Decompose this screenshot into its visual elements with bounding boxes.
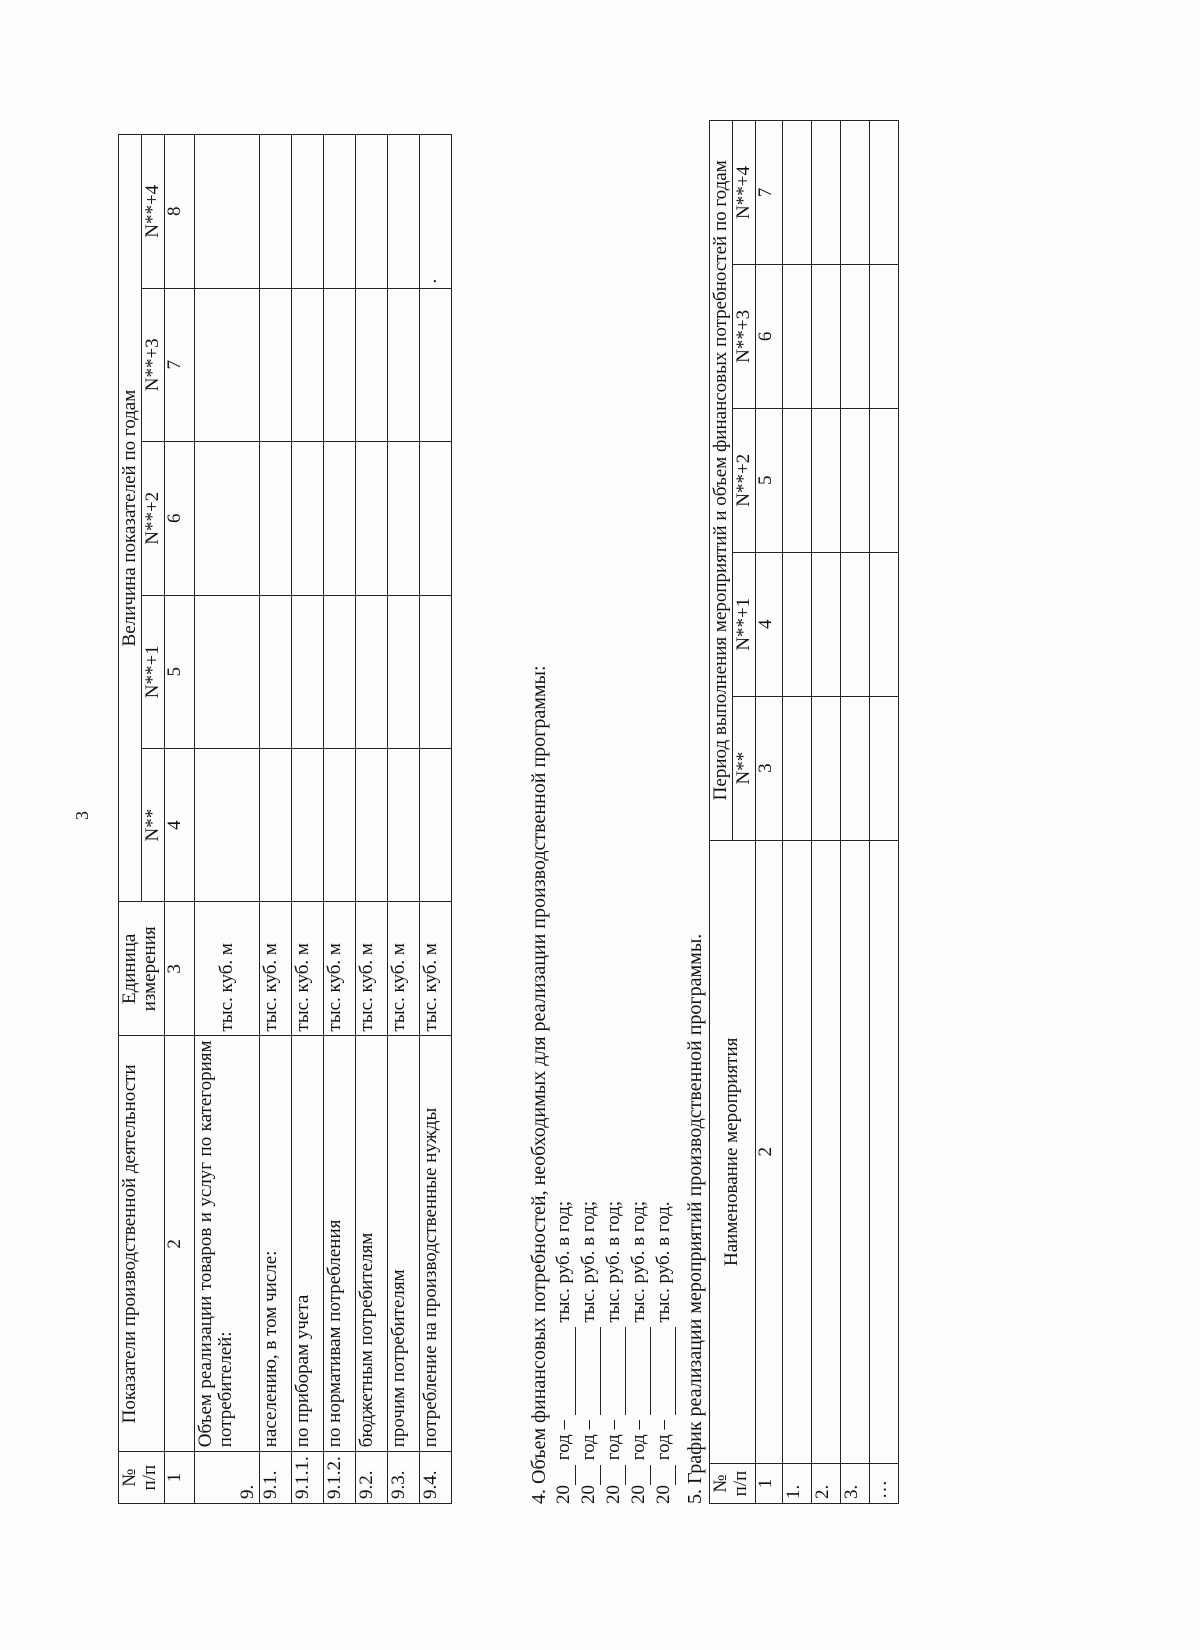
value-cell (291, 749, 323, 902)
row-unit: тыс. куб. м (419, 902, 451, 1036)
row-unit: тыс. куб. м (259, 902, 291, 1036)
row-name: бюджетным потребителям (355, 1036, 387, 1452)
row-num: 9.1.1. (291, 1452, 323, 1504)
column-number: 7 (164, 288, 194, 441)
header-year: N**+4 (732, 121, 755, 265)
value-cell (323, 442, 355, 595)
value-cell (259, 595, 291, 748)
amount-unit: тыс. руб. в год. (653, 1201, 674, 1323)
column-number: 7 (755, 121, 782, 265)
year-prefix: 20 (653, 1485, 674, 1504)
amount-unit: тыс. руб. в год; (628, 1200, 649, 1323)
value-cell (387, 749, 419, 902)
row-num: 9.2. (355, 1452, 387, 1504)
header-period-group: Период выполнения мероприятий и объем финансовых потребностей по годам (710, 121, 733, 841)
value-cell (811, 696, 840, 840)
activity-cell (869, 840, 898, 1463)
header-activity-name: Наименование мероприятия (710, 840, 756, 1463)
value-cell (355, 595, 387, 748)
value-cell (355, 442, 387, 595)
value-cell (419, 595, 451, 748)
section4-title: 4. Объем финансовых потребностей, необходимых для реализации производственной программы: (528, 665, 550, 1504)
year-blank (675, 1465, 676, 1485)
amount-blank (675, 1327, 676, 1415)
year-suffix: год – (603, 1420, 624, 1461)
rotated-page-content (118, 114, 891, 1510)
value-cell (869, 696, 898, 840)
column-number-row (164, 135, 194, 1504)
value-cell (419, 749, 451, 902)
value-cell (194, 288, 259, 441)
column-number: 5 (164, 595, 194, 748)
value-cell (387, 288, 419, 441)
year-suffix: год – (653, 1420, 674, 1461)
value-cell (259, 442, 291, 595)
column-number: 3 (755, 696, 782, 840)
table-row (355, 135, 387, 1504)
row-name: прочим потребителям (387, 1036, 419, 1452)
table-row (869, 121, 898, 1504)
row-num: 1. (782, 1464, 811, 1504)
value-cell (869, 552, 898, 696)
value-cell (869, 408, 898, 552)
row-num: 9. (194, 1452, 259, 1504)
row-num: 3. (840, 1464, 869, 1504)
value-cell (323, 288, 355, 441)
header-year: N** (141, 749, 164, 902)
table-row (194, 135, 259, 1504)
row-name: потребление на производственные нужды (419, 1036, 451, 1452)
page-number: 3 (72, 811, 92, 820)
row-num: … (869, 1464, 898, 1504)
row-unit: тыс. куб. м (355, 902, 387, 1036)
header-years-group: Величина показателей по годам (119, 135, 142, 902)
activity-cell (782, 840, 811, 1463)
row-name: по приборам учета (291, 1036, 323, 1452)
header-year: N**+3 (141, 288, 164, 441)
value-cell (419, 288, 451, 441)
schedule-section (684, 120, 899, 1504)
column-number: 6 (164, 442, 194, 595)
value-cell (291, 135, 323, 289)
header-year: N**+2 (732, 408, 755, 552)
production-indicators-table (118, 134, 452, 1504)
column-number: 4 (164, 749, 194, 902)
amount-unit: тыс. руб. в год; (578, 1200, 599, 1323)
value-cell (840, 552, 869, 696)
value-cell (259, 135, 291, 289)
year-prefix: 20 (628, 1485, 649, 1504)
row-num: 9.1. (259, 1452, 291, 1504)
value-cell (291, 288, 323, 441)
column-number: 8 (164, 135, 194, 289)
amount-unit: тыс. руб. в год; (603, 1200, 624, 1323)
schedule-table (709, 120, 899, 1504)
header-year: N**+1 (732, 552, 755, 696)
value-cell (291, 442, 323, 595)
row-name: населению, в том числе: (259, 1036, 291, 1452)
header-year: N**+4 (141, 135, 164, 289)
row-name: Объем реализации товаров и услуг по категориям потребителей: (194, 1036, 259, 1452)
value-cell (782, 121, 811, 265)
value-cell (869, 264, 898, 408)
financial-needs-section (528, 665, 676, 1504)
year-prefix: 20 (553, 1485, 574, 1504)
value-cell (194, 135, 259, 289)
value-cell (194, 442, 259, 595)
value-cell (387, 135, 419, 289)
financial-line (651, 665, 676, 1504)
row-unit: тыс. куб. м (194, 902, 259, 1036)
value-cell (387, 442, 419, 595)
column-number: 3 (164, 902, 194, 1036)
row-name: по нормативам потребления (323, 1036, 355, 1452)
value-cell (782, 264, 811, 408)
value-cell (323, 595, 355, 748)
value-cell (811, 121, 840, 265)
value-cell (782, 408, 811, 552)
header-year: N**+3 (732, 264, 755, 408)
year-suffix: год – (578, 1420, 599, 1461)
header-indicator: Показатели производственной деятельности (119, 1036, 165, 1452)
amount-unit: тыс. руб. в год; (553, 1200, 574, 1323)
financial-line (601, 665, 626, 1504)
header-year: N**+2 (141, 442, 164, 595)
value-cell (811, 408, 840, 552)
value-cell (840, 264, 869, 408)
table-row (840, 121, 869, 1504)
value-cell (194, 595, 259, 748)
row-unit: тыс. куб. м (291, 902, 323, 1036)
value-cell (323, 749, 355, 902)
value-cell (323, 135, 355, 289)
row-num: 9.3. (387, 1452, 419, 1504)
header-num: № п/п (119, 1452, 165, 1504)
year-suffix: год – (553, 1420, 574, 1461)
row-unit: тыс. куб. м (387, 902, 419, 1036)
table-row (291, 135, 323, 1504)
table-row (387, 135, 419, 1504)
section5-title: 5. График реализации мероприятий производственной программы. (684, 933, 706, 1504)
value-cell (355, 135, 387, 289)
value-cell (419, 442, 451, 595)
column-number: 1 (164, 1452, 194, 1504)
activity-cell (840, 840, 869, 1463)
table-row (782, 121, 811, 1504)
header-num: № п/п (710, 1464, 756, 1504)
value-cell (194, 749, 259, 902)
value-cell (782, 696, 811, 840)
value-cell (259, 749, 291, 902)
value-cell (840, 121, 869, 265)
row-num: 2. (811, 1464, 840, 1504)
column-number: 2 (755, 840, 782, 1463)
table-row (811, 121, 840, 1504)
year-prefix: 20 (578, 1485, 599, 1504)
financial-line (551, 665, 576, 1504)
financial-line (626, 665, 651, 1504)
table-row (259, 135, 291, 1504)
row-num: 9.4. (419, 1452, 451, 1504)
activity-cell (811, 840, 840, 1463)
row-num: 9.1.2. (323, 1452, 355, 1504)
column-number: 1 (755, 1464, 782, 1504)
row-unit: тыс. куб. м (323, 902, 355, 1036)
value-cell (782, 552, 811, 696)
value-cell (811, 264, 840, 408)
financial-line (576, 665, 601, 1504)
value-cell-mark: . (419, 135, 451, 289)
header-year: N**+1 (141, 595, 164, 748)
column-number: 2 (164, 1036, 194, 1452)
value-cell (355, 749, 387, 902)
header-unit: Единица измерения (119, 902, 165, 1036)
year-suffix: год – (628, 1420, 649, 1461)
column-number-row (755, 121, 782, 1504)
value-cell (811, 552, 840, 696)
table-row (419, 135, 451, 1504)
value-cell (869, 121, 898, 265)
table-row (323, 135, 355, 1504)
header-year: N** (732, 696, 755, 840)
column-number: 6 (755, 264, 782, 408)
value-cell (840, 696, 869, 840)
column-number: 4 (755, 552, 782, 696)
value-cell (355, 288, 387, 441)
value-cell (840, 408, 869, 552)
value-cell (259, 288, 291, 441)
year-prefix: 20 (603, 1485, 624, 1504)
value-cell (387, 595, 419, 748)
column-number: 5 (755, 408, 782, 552)
value-cell (291, 595, 323, 748)
